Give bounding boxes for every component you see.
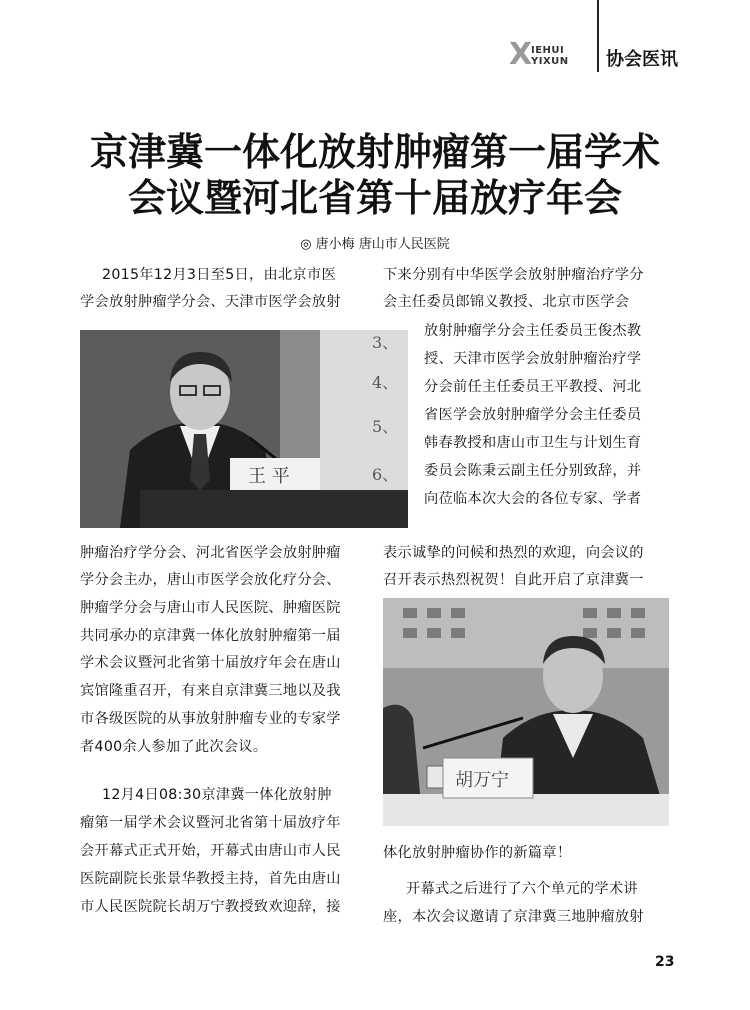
byline-author: 唐小梅 唐山市人民医院: [315, 237, 450, 252]
photo-speaker-hu-wanning: [383, 598, 669, 826]
xiehui-yixun-logo: [509, 37, 591, 72]
nameplate-text: 胡万宁: [455, 770, 509, 791]
left-line: 学术会议暨河北省第十届放疗年会在唐山: [80, 655, 341, 671]
board-mark: 5、: [372, 417, 399, 436]
left-line: 12月4日08:30京津冀一体化放射肿: [102, 787, 332, 803]
byline: [0, 233, 750, 252]
right-line: 向莅临本次大会的各位专家、学者: [424, 491, 642, 507]
right-line: 委员会陈秉云副主任分别致辞，并: [424, 463, 642, 479]
left-line: 宾馆隆重召开，有来自京津冀三地以及我: [80, 683, 341, 699]
right-line: 表示诚挚的问候和热烈的欢迎，向会议的: [383, 545, 644, 561]
left-line: 瘤第一届学术会议暨河北省第十届放疗年: [80, 815, 341, 831]
section-label: 协会医讯: [606, 49, 678, 70]
page-number: 23: [655, 954, 675, 970]
byline-icon: ◎: [300, 237, 312, 252]
header-divider: [597, 0, 599, 72]
left-line: 者400余人参加了此次会议。: [80, 739, 268, 755]
logo-letter: X: [509, 37, 533, 72]
left-line: 学分会主办，唐山市医学会放化疗分会、: [80, 572, 341, 588]
nameplate-text: 王 平: [248, 466, 290, 487]
photo2-illustration: [383, 598, 669, 826]
left-line: 共同承办的京津冀一体化放射肿瘤第一届: [80, 628, 341, 644]
right-line: 放射肿瘤学分会主任委员王俊杰教: [424, 323, 642, 339]
right-line: 分会前任主任委员王平教授、河北: [424, 379, 642, 395]
board-mark: 6、: [372, 465, 399, 484]
logo-line2: YIXUN: [531, 56, 569, 67]
photo-speaker-wang-ping: [80, 330, 408, 528]
left-line: 市各级医院的从事放射肿瘤专业的专家学: [80, 711, 341, 727]
left-line: 肿瘤治疗学分会、河北省医学会放射肿瘤: [80, 545, 341, 561]
right-line: 韩春教授和唐山市卫生与计划生育: [424, 435, 642, 451]
right-line: 开幕式之后进行了六个单元的学术讲: [406, 881, 638, 897]
left-line: 学会放射肿瘤学分会、天津市医学会放射: [80, 294, 341, 310]
right-line: 授、天津市医学会放射肿瘤治疗学: [424, 351, 642, 367]
right-line: 会主任委员郎锦义教授、北京市医学会: [383, 294, 630, 310]
right-line: 下来分别有中华医学会放射肿瘤治疗学分: [383, 267, 644, 283]
article-title-line1: 京津冀一体化放射肿瘤第一届学术: [89, 129, 660, 174]
left-line: 肿瘤学分会与唐山市人民医院、肿瘤医院: [80, 600, 341, 616]
board-mark: 3、: [372, 333, 399, 352]
right-line: 体化放射肿瘤协作的新篇章！: [383, 845, 572, 861]
article-title-line2: 会议暨河北省第十届放疗年会: [127, 175, 622, 220]
right-line: 省医学会放射肿瘤学分会主任委员: [424, 407, 642, 423]
left-line: 会开幕式正式开始，开幕式由唐山市人民: [80, 843, 341, 859]
left-line: 2015年12月3日至5日，由北京市医: [102, 267, 336, 283]
right-line: 座，本次会议邀请了京津冀三地肿瘤放射: [383, 909, 644, 925]
photo1-illustration: [80, 330, 408, 528]
right-line: 召开表示热烈祝贺！自此开启了京津冀一: [383, 572, 644, 588]
board-mark: 4、: [372, 373, 399, 392]
left-line: 市人民医院院长胡万宁教授致欢迎辞，接: [80, 899, 341, 915]
left-line: 医院副院长张景华教授主持，首先由唐山: [80, 871, 341, 887]
logo-line1: IEHUI: [531, 45, 565, 56]
